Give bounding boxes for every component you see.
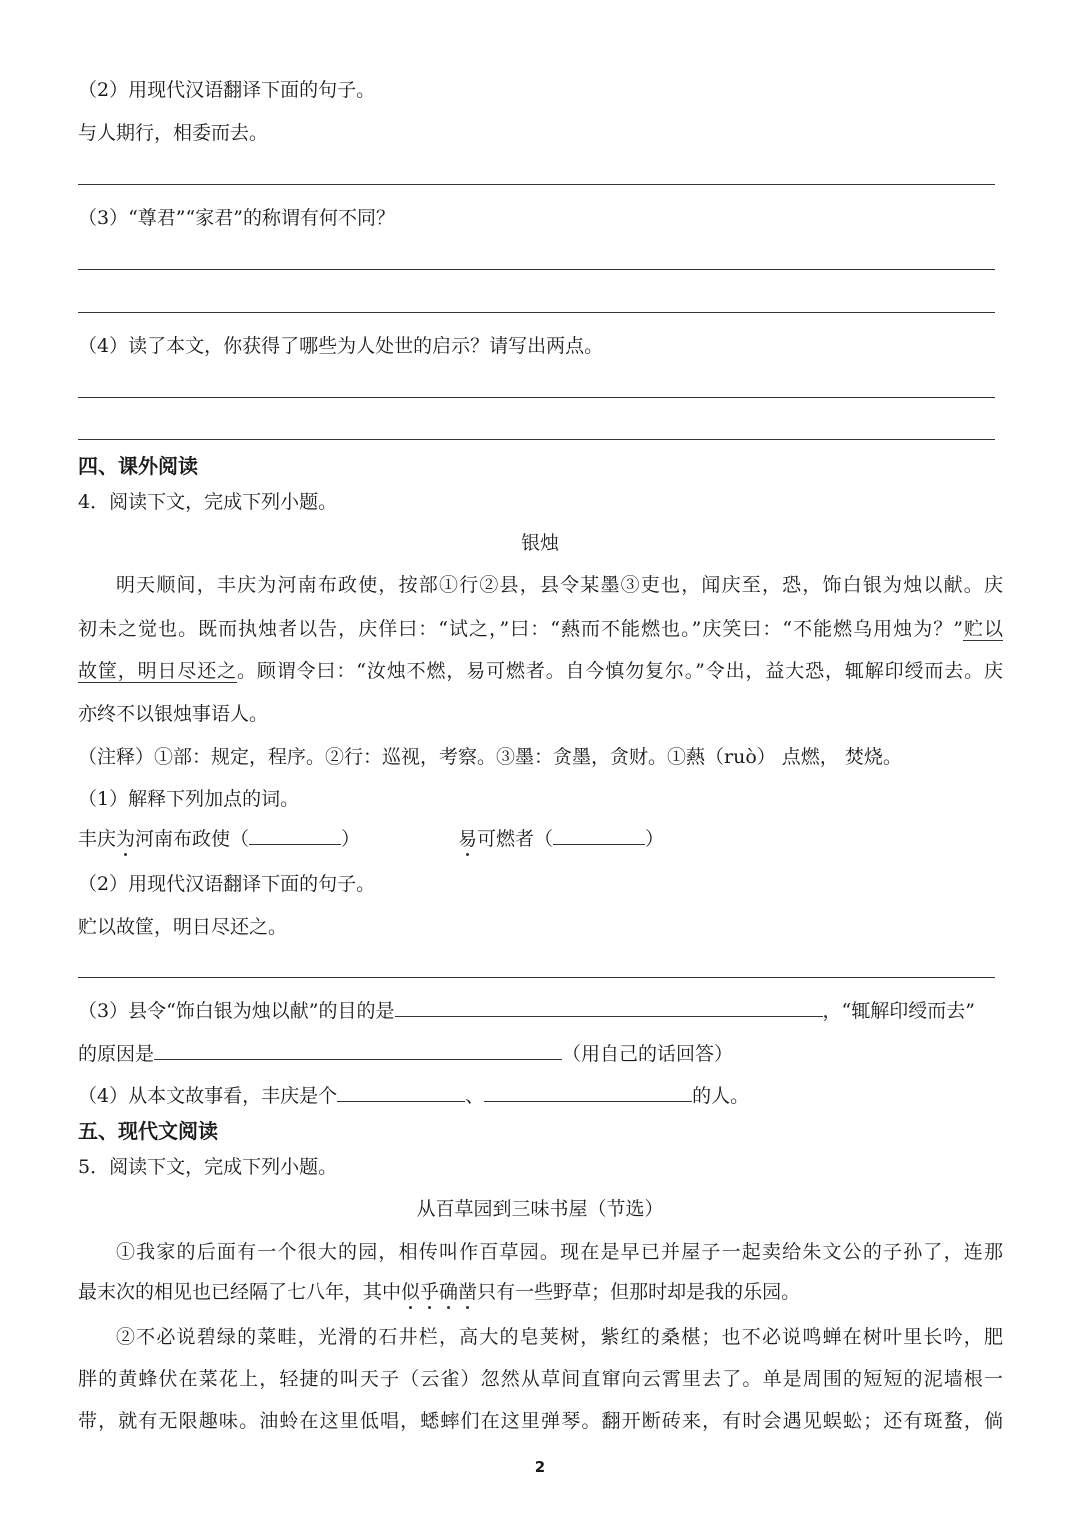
section-4-heading: 四、课外阅读 (78, 454, 198, 478)
passage-line: ②不必说碧绿的菜畦，光滑的石井栏，高大的皂荚树，紫红的桑椹；也不必说鸣蝉在树叶里长吟，肥 (116, 1326, 1003, 1348)
answer-line[interactable] (78, 977, 995, 978)
q4-2-sentence: 贮以故筐，明日尽还之。 (78, 916, 288, 938)
passage-notes: （注释）①部：规定，程序。②行：巡视，考察。③墨：贪墨，贪财。①爇（ruò） 点燃， 焚烧。 (78, 746, 902, 768)
q3-2-prompt: （2）用现代汉语翻译下面的句子。 (78, 79, 376, 101)
answer-blank[interactable] (249, 826, 341, 845)
answer-blank[interactable] (484, 1083, 692, 1102)
passage-line: 故筐，明日尽还之。顾谓令曰：“汝烛不燃，易可燃者。自今慎勿复尔。”令出，益大恐，辄解印绶而去。庆 (78, 660, 1003, 682)
passage-line: 胖的黄蜂伏在菜花上，轻捷的叫天子（云雀）忽然从草间直窜向云霄里去了。单是周围的短短的泥墙根一 (78, 1368, 1003, 1390)
passage-line: 初未之觉也。既而执烛者以告，庆佯曰：“试之，”曰：“爇而不能燃也。”庆笑曰：“不能燃乌用烛为？”贮以 (78, 618, 1003, 640)
answer-blank[interactable] (553, 826, 645, 845)
q3-4-prompt: （4）读了本文，你获得了哪些为人处世的启示？请写出两点。 (78, 335, 604, 357)
answer-line[interactable] (78, 269, 995, 270)
answer-blank[interactable] (337, 1083, 465, 1102)
answer-blank[interactable] (154, 1041, 562, 1060)
answer-line[interactable] (78, 397, 995, 398)
q4-1-prompt: （1）解释下列加点的词。 (78, 788, 300, 810)
q4-2-prompt: （2）用现代汉语翻译下面的句子。 (78, 873, 376, 895)
passage-title: 从百草园到三味书屋（节选） (416, 1198, 664, 1220)
dotted-char: 确 (439, 1281, 459, 1303)
q3-2-sentence: 与人期行，相委而去。 (78, 122, 269, 144)
passage-line: 带，就有无限趣味。油蛉在这里低唱，蟋蟀们在这里弹琴。翻开断砖来，有时会遇见蜈蚣；还有斑蝥，倘 (78, 1410, 1003, 1432)
passage-line: 亦终不以银烛事语人。 (78, 703, 269, 725)
answer-line[interactable] (78, 439, 995, 440)
dotted-char: 易 (458, 828, 478, 850)
section-5-heading: 五、现代文阅读 (78, 1119, 218, 1143)
passage-line: 明天顺间，丰庆为河南布政使，按部①行②县，县令某墨③吏也，闻庆至，恐，饰白银为烛以献。庆 (116, 574, 1003, 596)
dotted-char: 似 (401, 1281, 421, 1303)
q4-3-line-1: （3）县令“饰白银为烛以献”的目的是 ，“辄解印绶而去” (78, 1000, 975, 1022)
q4-1-item-b: 易可燃者（ ） (458, 828, 665, 850)
q5-intro: 5．阅读下文，完成下列小题。 (78, 1156, 338, 1178)
q3-3-prompt: （3）“尊君”“家君”的称谓有何不同？ (78, 207, 395, 229)
answer-line[interactable] (78, 312, 995, 313)
q4-1-item-a: 丰庆为河南布政使（ ） (78, 828, 361, 850)
q4-3-line-2: 的原因是 （用自己的话回答） (78, 1043, 734, 1065)
passage-line: 最末次的相见也已经隔了七八年，其中似乎确凿只有一些野草；但那时却是我的乐园。 (78, 1281, 801, 1303)
passage-title: 银烛 (520, 532, 559, 554)
passage-line: ①我家的后面有一个很大的园，相传叫作百草园。现在是早已并屋子一起卖给朱文公的子孙了，连那 (116, 1241, 1003, 1263)
q4-intro: 4．阅读下文，完成下列小题。 (78, 491, 338, 513)
dotted-char: 为 (116, 828, 136, 850)
answer-line[interactable] (78, 184, 995, 185)
dotted-char: 乎 (420, 1281, 440, 1303)
answer-blank[interactable] (395, 998, 823, 1017)
dotted-char: 凿 (458, 1281, 478, 1303)
q4-4-prompt: （4）从本文故事看，丰庆是个 、 的人。 (78, 1085, 750, 1107)
page-number: 2 (534, 1458, 546, 1476)
